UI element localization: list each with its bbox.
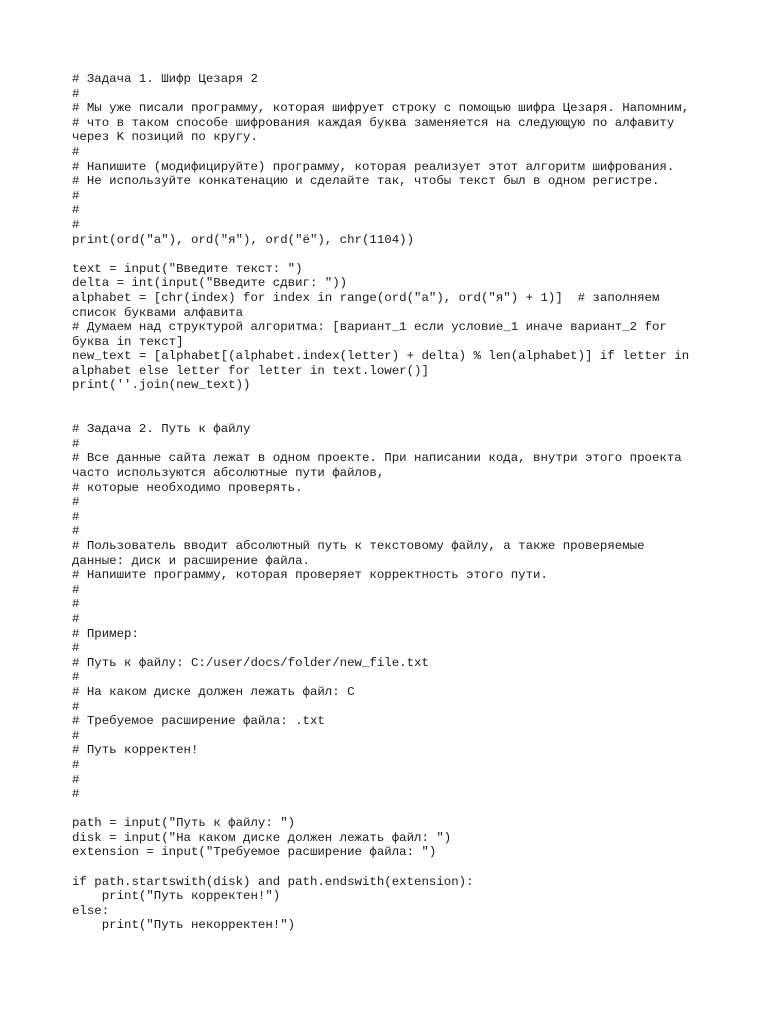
code-line: print(''.join(new_text)) [72, 378, 251, 393]
code-line: path = input("Путь к файлу: ") [72, 816, 296, 831]
code-line: # [72, 772, 80, 787]
code-line: delta = int(input("Введите сдвиг: ")) [72, 276, 348, 291]
code-line: extension = input("Требуемое расширение файла: ") [72, 845, 437, 860]
code-line: # [72, 787, 80, 802]
code-line: # Пример: [72, 626, 139, 641]
code-line: alphabet else letter for letter in text.lower()] [72, 363, 429, 378]
code-line: # [72, 144, 80, 159]
code-line: # Мы уже писали программу, которая шифрует строку с помощью шифра Цезаря. Напомним, [72, 101, 690, 116]
blank-line [72, 802, 702, 817]
code-line: text = input("Введите текст: ") [72, 261, 303, 276]
code-line: # Задача 2. Путь к файлу [72, 422, 251, 437]
code-line: # [72, 86, 80, 101]
code-line: # Пользователь вводит абсолютный путь к текстовому файлу, а также проверяемые [72, 539, 645, 553]
code-line: alphabet = [chr(index) for index in range(ord("а"), ord("я") + 1)] # заполняем [72, 290, 660, 305]
code-line: # [72, 757, 80, 772]
code-line: # [72, 217, 80, 232]
code-line: список буквами алфавита [72, 305, 244, 320]
code-line: # [72, 203, 80, 218]
code-line: # [72, 597, 80, 612]
code-line: # [72, 524, 80, 539]
code-line: # [72, 699, 80, 714]
blank-line [72, 247, 702, 262]
code-line: # которые необходимо проверять. [72, 480, 303, 495]
code-line: через K позиций по кругу. [72, 130, 258, 145]
code-line: print(ord("а"), ord("я"), ord("ё"), chr(1104)) [72, 232, 415, 247]
code-line: # Не используйте конкатенацию и сделайте так, чтобы текст был в одном регистре. [72, 174, 660, 189]
code-line: # [72, 188, 80, 203]
blank-line [72, 408, 702, 423]
code-line: часто используются абсолютные пути файлов, [72, 466, 385, 481]
code-line: # [72, 495, 80, 510]
code-line: # Требуемое расширение файла: .txt [72, 714, 325, 729]
document-page [72, 72, 702, 933]
code-line: # Напишите программу, которая проверяет корректность этого пути. [72, 568, 548, 583]
code-line: # На каком диске должен лежать файл: C [72, 684, 355, 699]
code-line: # Напишите (модифицируйте) программу, которая реализует этот алгоритм шифрования. [72, 159, 675, 174]
code-line: # Путь корректен! [72, 743, 199, 758]
code-line: # Все данные сайта лежат в одном проекте. При написании кода, внутри этого проекта [72, 451, 682, 466]
code-line: # [72, 436, 80, 451]
code-line: # [72, 611, 80, 626]
code-line: буква in текст] [72, 334, 184, 349]
code-line: # [72, 670, 80, 685]
code-line: # [72, 728, 80, 743]
code-line: print("Путь некорректен!") [72, 918, 296, 933]
blank-line [72, 860, 702, 875]
code-line: if path.startswith(disk) and path.endswith(extension): [72, 874, 474, 889]
code-line: print("Путь корректен!") [72, 889, 281, 904]
code-line: # [72, 641, 80, 656]
code-line: # [72, 509, 80, 524]
code-line: # Думаем над структурой алгоритма: [вариант_1 если условие_1 иначе вариант_2 for [72, 320, 667, 335]
code-line: new_text = [alphabet[(alphabet.index(letter) + delta) % len(alphabet)] if letter in [72, 349, 690, 364]
code-line: else: [72, 903, 110, 918]
code-line: # Путь к файлу: C:/user/docs/folder/new_file.txt [72, 655, 429, 670]
code-line: disk = input("На каком диске должен лежать файл: ") [72, 830, 452, 845]
code-line: # Задача 1. Шифр Цезаря 2 [72, 72, 258, 86]
code-line: # что в таком способе шифрования каждая буква заменяется на следующую по алфавиту [72, 115, 675, 130]
code-line: данные: диск и расширение файла. [72, 553, 310, 568]
blank-line [72, 393, 702, 408]
code-line: # [72, 582, 80, 597]
